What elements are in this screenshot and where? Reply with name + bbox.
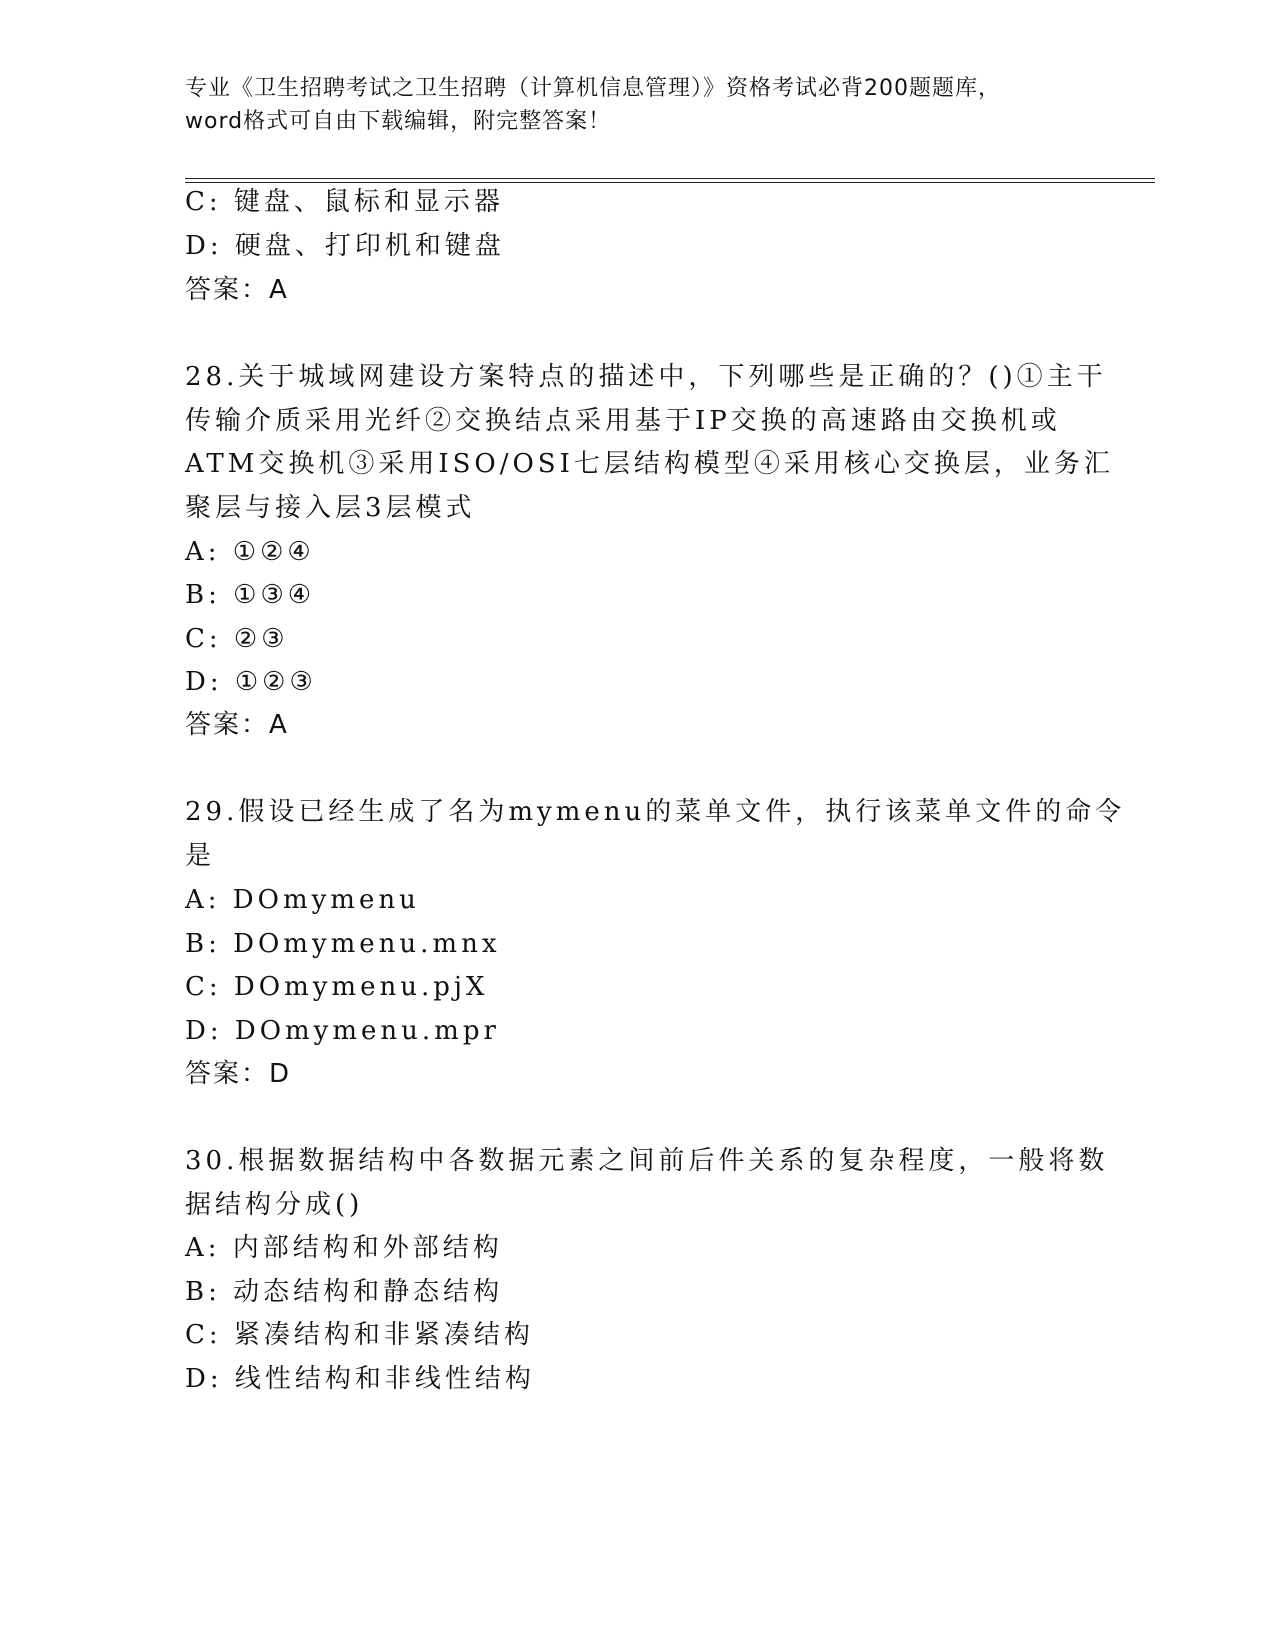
prev-answer: 答案：A	[185, 275, 289, 305]
q30-option-c: C: 紧凑结构和非紧凑结构	[185, 1320, 534, 1350]
q29-line-2: 是	[185, 841, 216, 871]
document-header	[185, 72, 1085, 138]
header-line-2: word格式可自由下载编辑，附完整答案！	[185, 109, 612, 134]
q29-option-d: D: DOmymenu.mpr	[185, 1016, 500, 1046]
q29-option-c: C: DOmymenu.pjX	[185, 972, 489, 1002]
q30-line-1: 30.根据数据结构中各数据元素之间前后件关系的复杂程度，一般将数	[185, 1146, 1109, 1176]
q29-option-a: A: DOmymenu	[185, 885, 420, 915]
q30-line-2: 据结构分成()	[185, 1190, 364, 1220]
q30-option-d: D: 线性结构和非线性结构	[185, 1364, 535, 1394]
q30-option-b: B: 动态结构和静态结构	[185, 1277, 504, 1307]
q29-line-1: 29.假设已经生成了名为mymenu的菜单文件，执行该菜单文件的命令	[185, 797, 1126, 827]
q30-option-a: A: 内部结构和外部结构	[185, 1233, 503, 1263]
q28-answer: 答案：A	[185, 710, 289, 740]
prev-option-d: D: 硬盘、打印机和键盘	[185, 231, 505, 261]
q28-line-4: 聚层与接入层3层模式	[185, 493, 476, 523]
q28-option-d: D: ①②③	[185, 667, 317, 697]
q29-answer: 答案：D	[185, 1059, 292, 1089]
q28-line-1: 28.关于城域网建设方案特点的描述中，下列哪些是正确的？()①主干	[185, 362, 1107, 392]
q28-option-c: C: ②③	[185, 624, 289, 654]
q28-option-a: A: ①②④	[185, 537, 315, 567]
prev-option-c: C: 键盘、鼠标和显示器	[185, 187, 504, 217]
header-line-1: 专业《卫生招聘考试之卫生招聘（计算机信息管理）》资格考试必背200题题库，	[185, 76, 1001, 101]
q28-option-b: B: ①③④	[185, 580, 316, 610]
header-divider	[185, 178, 1155, 183]
q29-option-b: B: DOmymenu.mnx	[185, 929, 501, 959]
q28-line-3: ATM交换机③采用ISO/OSI七层结构模型④采用核心交换层，业务汇	[185, 449, 1114, 479]
q28-line-2: 传输介质采用光纤②交换结点采用基于IP交换的高速路由交换机或	[185, 406, 1061, 436]
